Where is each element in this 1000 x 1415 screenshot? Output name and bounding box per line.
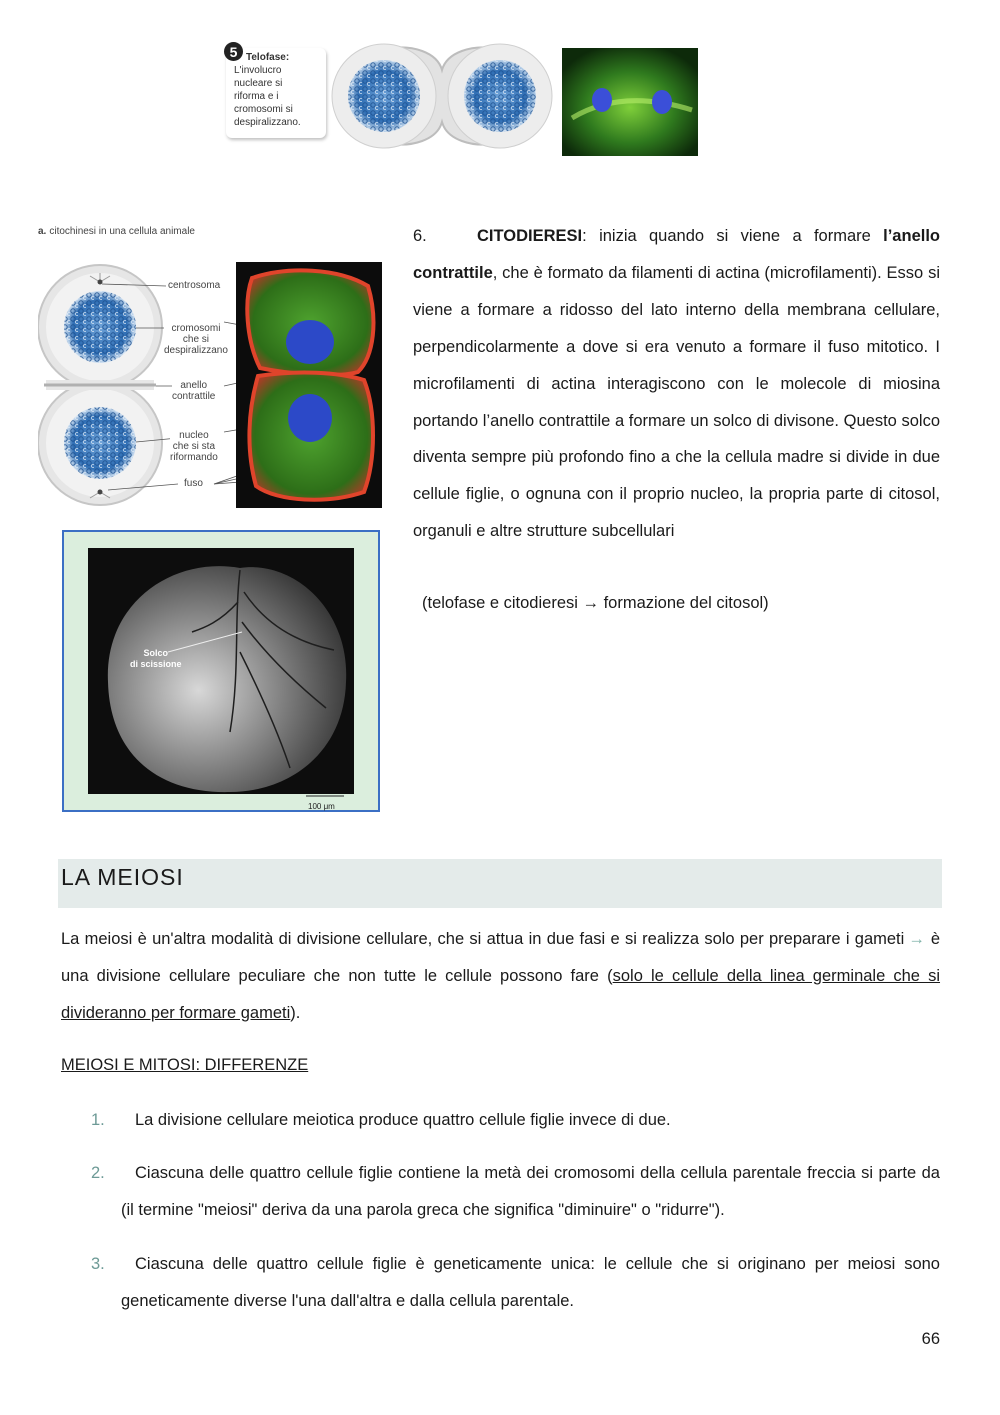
arrow-icon: →: [908, 930, 925, 948]
list-number: 2.: [91, 1164, 105, 1182]
citodieresi-note: (telofase e citodieresi → formazione del citosol): [422, 594, 769, 612]
step-number-badge: 5: [224, 42, 243, 61]
telofase-cell-illustration: [322, 30, 562, 162]
telofase-title: Telofase:: [246, 52, 290, 63]
telofase-description: L'involucro nucleare si riforma e i cromosomi si despiralizzano.: [234, 65, 301, 128]
citochinesi-figure: [38, 260, 384, 510]
item-number: 6.: [413, 227, 427, 245]
term-citodieresi: CITODIERESI: [477, 227, 583, 245]
scale-bar-label: 100 μm: [308, 802, 335, 811]
list-item: [61, 1246, 940, 1320]
list-item: [61, 1155, 940, 1229]
section-heading-band: [58, 859, 942, 908]
list-text: Ciascuna delle quattro cellule figlie è geneticamente unica: le cellule che si originano per meiosi sono geneticamente diverse l'una dall'altra e dalla cellula parentale.: [121, 1255, 940, 1310]
citodieresi-paragraph: 6. CITODIERESI: inizia quando si viene a formare l’anello contrattile, che è formato da filamenti di actina (microfilamenti). Esso si viene a formare a ridosso del lato interno della membrana cellulare, perpendicolarmente a dove si era venuto a formare il fuso mitotico. I microfilamenti di actina interagiscono con le molecole di miosina portando l’anello contrattile a formare un solco di divisone. Questo solco diventa sempre più profondo fino a che la cellula madre si divide in due cellule figlie, o ognuna con il proprio nucleo, la propria parte di citosol, organuli e altre strutture subcellulari: [413, 218, 940, 550]
meiosi-intro-paragraph: La meiosi è un'altra modalità di divisione cellulare, che si attua in due fasi e si realizza solo per preparare i gameti → è una divisione cellulare peculiare che non tutte le cellule possono fare (solo le cellule della linea germinale che si divideranno per formare gameti).: [61, 930, 941, 1022]
sem-image: [64, 532, 378, 810]
figure-caption: a. citochinesi in una cellula animale: [38, 226, 195, 237]
label-anello-contrattile: anello contrattile: [172, 380, 216, 402]
arrow-icon: →: [582, 594, 599, 612]
underlined-phrase: solo le cellule della linea germinale che si divideranno per formare gameti: [61, 966, 941, 1022]
label-centrosoma: centrosoma: [168, 280, 221, 291]
label-fuso: fuso: [184, 478, 203, 489]
list-text: Ciascuna delle quattro cellule figlie contiene la metà dei cromosomi della cellula parentale freccia si parte da (il termine "meiosi" deriva da una parola greca che significa "diminuire" o "ridurre").: [121, 1164, 940, 1219]
section-title: LA MEIOSI: [61, 864, 184, 890]
page-number: 66: [921, 1330, 940, 1348]
sem-micrograph: [62, 530, 380, 812]
list-text: La divisione cellulare meiotica produce quattro cellule figlie invece di due.: [135, 1111, 671, 1129]
subheading-differenze: MEIOSI E MITOSI: DIFFERENZE: [61, 1056, 309, 1074]
label-nucleo: nucleo che si sta riformando: [170, 430, 218, 463]
telofase-fluorescence-photo: [562, 48, 698, 156]
telofase-figure: [218, 30, 698, 162]
list-item: [61, 1102, 940, 1139]
label-cromosomi: cromosomi che si despiralizzano: [164, 323, 228, 356]
label-solco-di-scissione: Solco di scissione: [130, 648, 182, 669]
term-anello-contrattile: l’anello contrattile: [413, 227, 940, 282]
list-number: 3.: [91, 1255, 105, 1273]
list-number: 1.: [91, 1111, 105, 1129]
